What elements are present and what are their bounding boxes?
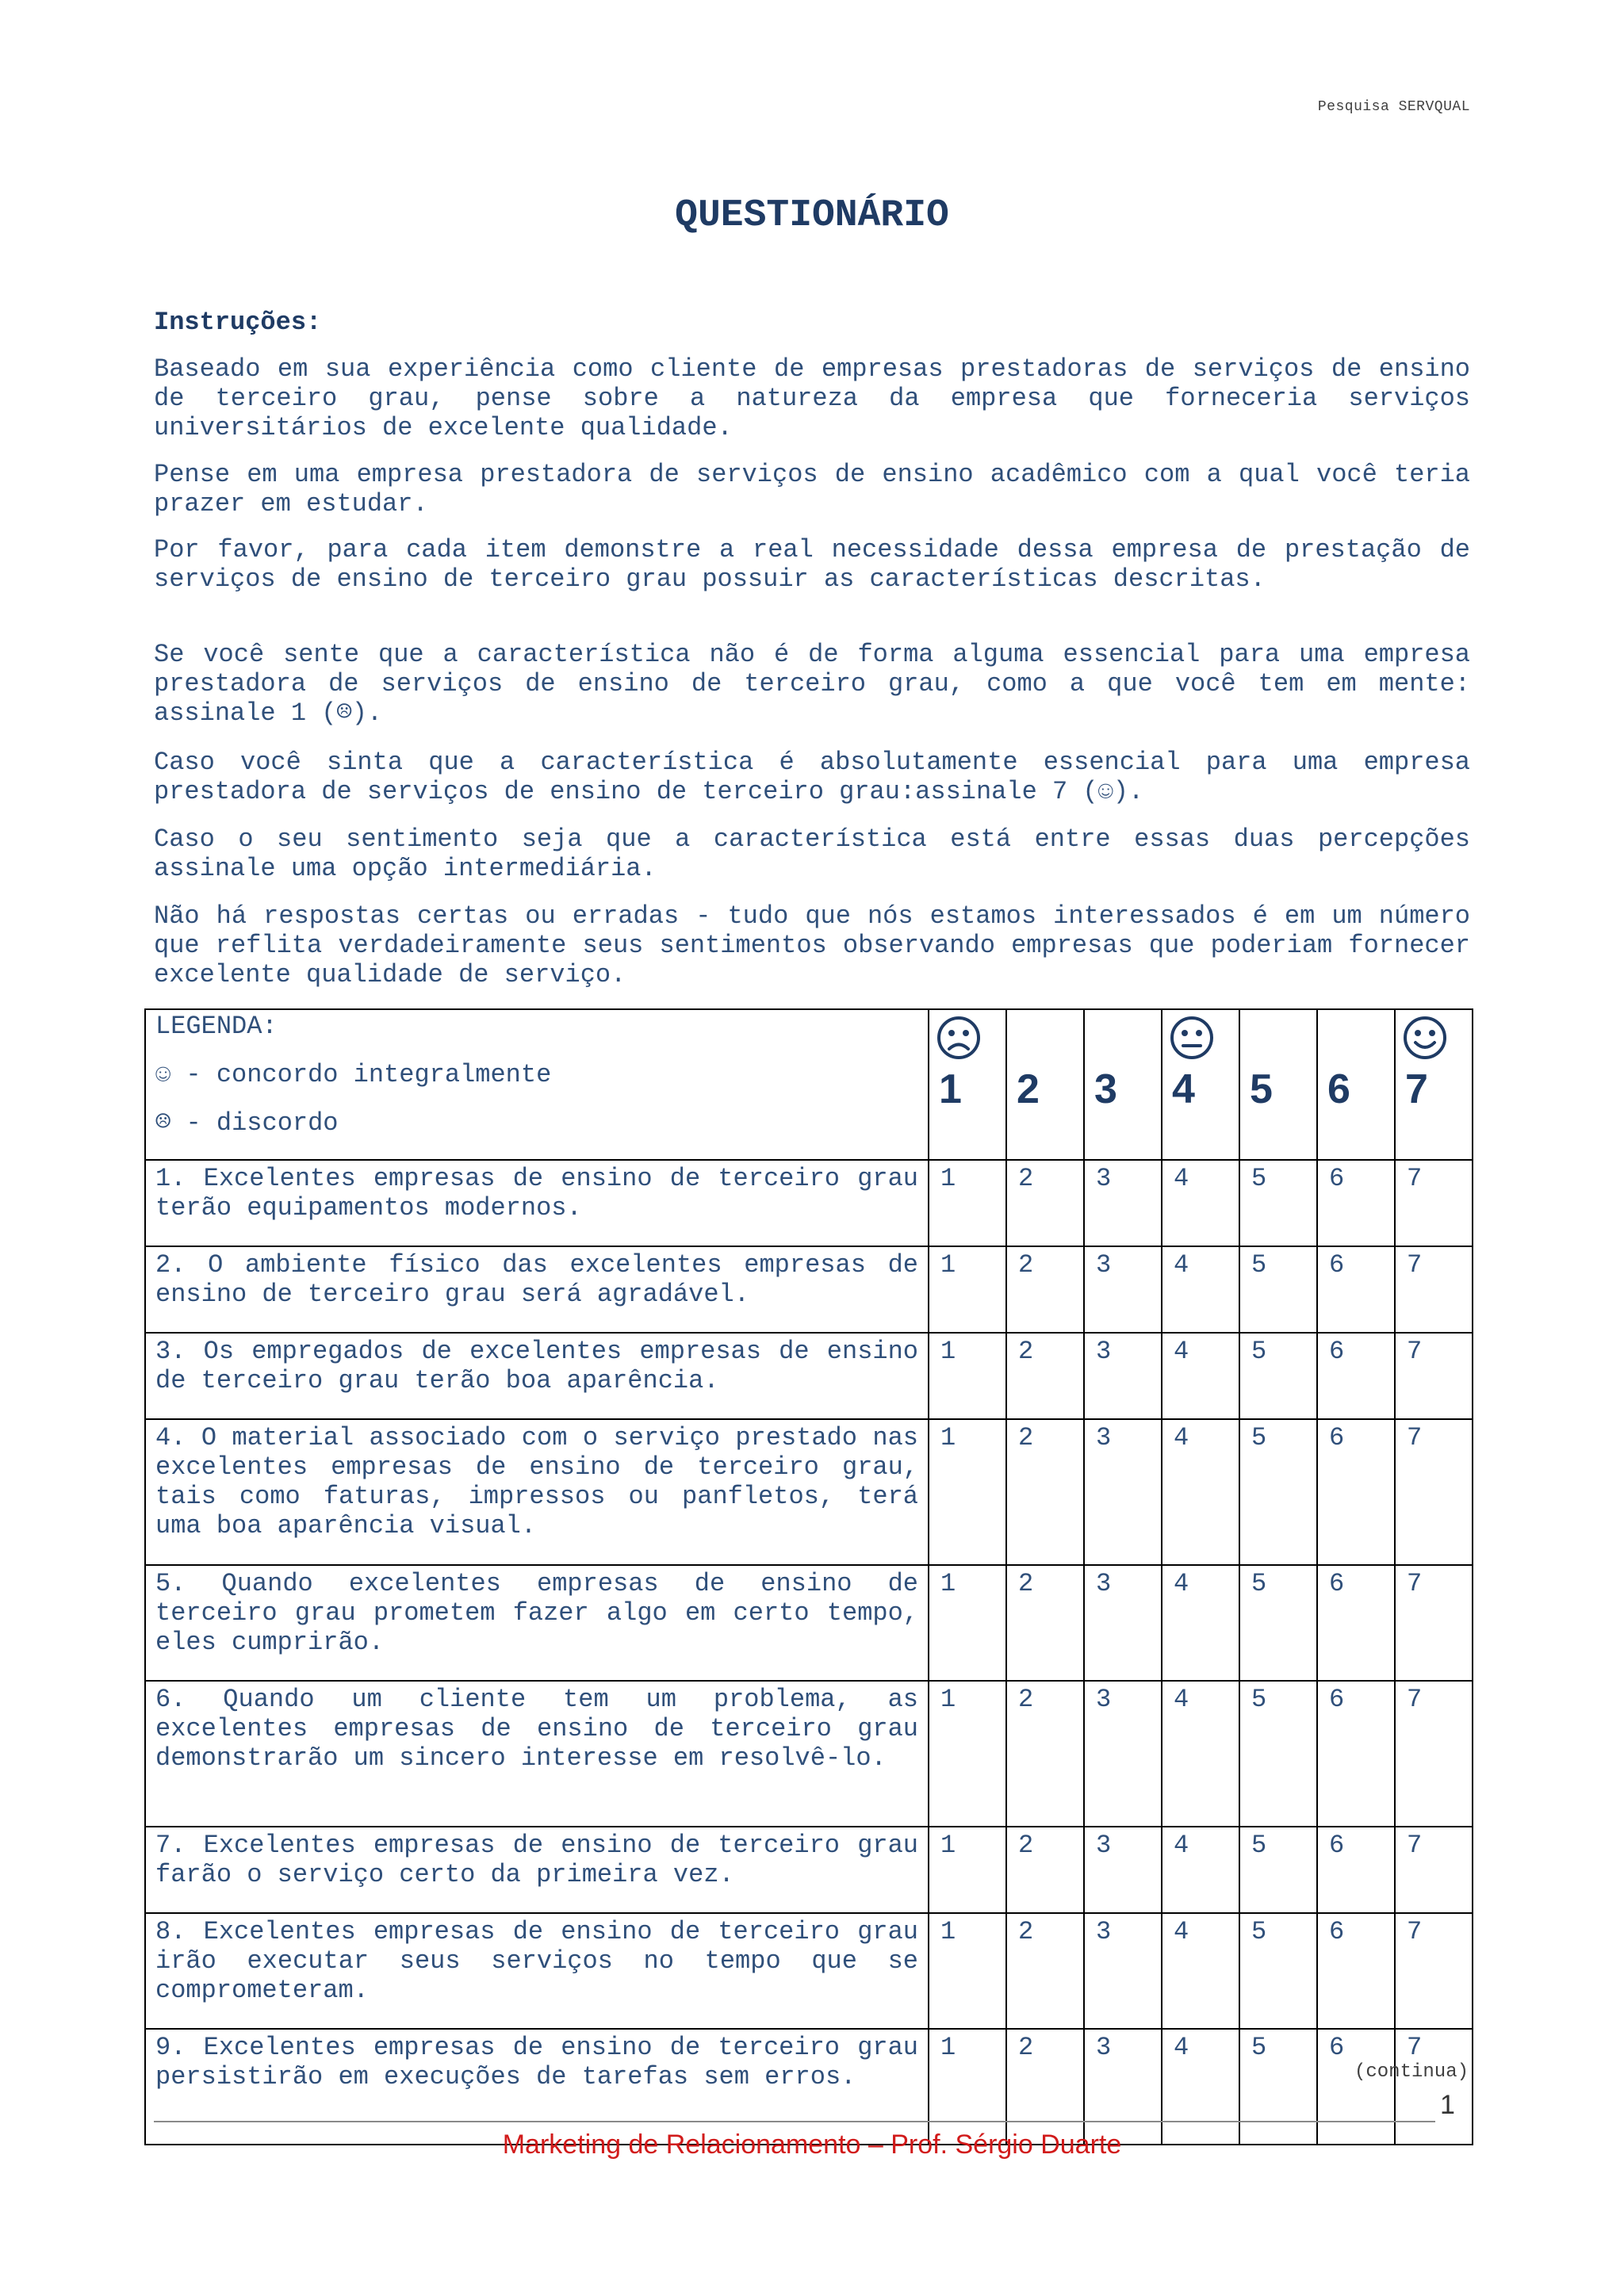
instruction-paragraph: Caso você sinta que a característica é absolutamente essencial para uma empresa prestadora de serviços de ensino de terceiro grau:assinale 7 (☺). xyxy=(154,748,1470,806)
instruction-paragraph: Caso o seu sentimento seja que a característica está entre essas duas percepções assinale uma opção intermediária. xyxy=(154,825,1470,883)
rating-option-7[interactable]: 7 xyxy=(1395,1565,1473,1681)
question-row xyxy=(145,1913,1473,2029)
rating-option-1[interactable]: 1 xyxy=(929,2029,1006,2145)
rating-option-1[interactable]: 1 xyxy=(929,1160,1006,1246)
rating-option-3[interactable]: 3 xyxy=(1084,1827,1162,1913)
question-row xyxy=(145,1681,1473,1827)
continuation-note: (continua) xyxy=(1354,2061,1469,2083)
running-header: Pesquisa SERVQUAL xyxy=(1317,99,1470,115)
scale-header-4 xyxy=(1162,1009,1239,1160)
rating-option-1[interactable]: 1 xyxy=(929,1419,1006,1565)
instruction-paragraph: Se você sente que a característica não é de forma alguma essencial para uma empresa prestadora de serviços de ensino de terceiro grau, como a que você tem em mente: assinale 1 (☹). xyxy=(154,640,1470,728)
rating-option-6[interactable]: 6 xyxy=(1317,1333,1395,1419)
rating-option-4[interactable]: 4 xyxy=(1162,1160,1239,1246)
rating-option-6[interactable]: 6 xyxy=(1317,1246,1395,1333)
question-text: 2. O ambiente físico das excelentes empresas de ensino de terceiro grau será agradável. xyxy=(145,1246,929,1333)
question-row xyxy=(145,1160,1473,1246)
scale-label: 1 xyxy=(939,1066,962,1112)
rating-option-5[interactable]: 5 xyxy=(1239,1913,1317,2029)
scale-label: 3 xyxy=(1094,1066,1117,1112)
rating-option-3[interactable]: 3 xyxy=(1084,1913,1162,2029)
rating-option-3[interactable]: 3 xyxy=(1084,1565,1162,1681)
rating-option-3[interactable]: 3 xyxy=(1084,1246,1162,1333)
instruction-paragraph: Por favor, para cada item demonstre a real necessidade dessa empresa de prestação de serviços de ensino de terceiro grau possuir as características descritas. xyxy=(154,535,1470,594)
question-text: 1. Excelentes empresas de ensino de terceiro grau terão equipamentos modernos. xyxy=(145,1160,929,1246)
scale-label: 2 xyxy=(1017,1066,1040,1112)
rating-option-2[interactable]: 2 xyxy=(1006,1333,1084,1419)
rating-option-1[interactable]: 1 xyxy=(929,1913,1006,2029)
rating-option-3[interactable]: 3 xyxy=(1084,2029,1162,2145)
rating-option-3[interactable]: 3 xyxy=(1084,1333,1162,1419)
rating-option-4[interactable]: 4 xyxy=(1162,1246,1239,1333)
rating-option-4[interactable]: 4 xyxy=(1162,1419,1239,1565)
rating-option-4[interactable]: 4 xyxy=(1162,1827,1239,1913)
rating-option-1[interactable]: 1 xyxy=(929,1565,1006,1681)
rating-option-5[interactable]: 5 xyxy=(1239,1419,1317,1565)
rating-option-2[interactable]: 2 xyxy=(1006,1913,1084,2029)
question-row xyxy=(145,1246,1473,1333)
rating-option-6[interactable]: 6 xyxy=(1317,2029,1395,2145)
rating-option-3[interactable]: 3 xyxy=(1084,1160,1162,1246)
rating-option-2[interactable]: 2 xyxy=(1006,1419,1084,1565)
question-row xyxy=(145,1827,1473,1913)
scale-label: 5 xyxy=(1250,1066,1273,1112)
rating-option-6[interactable]: 6 xyxy=(1317,1913,1395,2029)
rating-option-6[interactable]: 6 xyxy=(1317,1827,1395,1913)
scale-label: 4 xyxy=(1172,1066,1195,1112)
question-text: 8. Excelentes empresas de ensino de terceiro grau irão executar seus serviços no tempo que se comprometeram. xyxy=(145,1913,929,2029)
rating-option-7[interactable]: 7 xyxy=(1395,1246,1473,1333)
smile-icon xyxy=(1396,1010,1472,1069)
legend-row xyxy=(145,1009,1473,1160)
rating-option-2[interactable]: 2 xyxy=(1006,2029,1084,2145)
question-row xyxy=(145,2029,1473,2145)
scale-header-3 xyxy=(1084,1009,1162,1160)
instructions-label: Instruções: xyxy=(154,308,322,337)
rating-option-5[interactable]: 5 xyxy=(1239,1681,1317,1827)
rating-option-5[interactable]: 5 xyxy=(1239,1246,1317,1333)
rating-option-7[interactable]: 7 xyxy=(1395,1333,1473,1419)
rating-option-4[interactable]: 4 xyxy=(1162,1565,1239,1681)
rating-option-5[interactable]: 5 xyxy=(1239,1333,1317,1419)
frown-icon xyxy=(929,1010,1005,1069)
rating-option-6[interactable]: 6 xyxy=(1317,1681,1395,1827)
scale-header-1 xyxy=(929,1009,1006,1160)
scale-label: 6 xyxy=(1327,1066,1350,1112)
legend-disagree: ☹ - discordo xyxy=(155,1108,339,1138)
question-row xyxy=(145,1333,1473,1419)
scale-header-6 xyxy=(1317,1009,1395,1160)
rating-option-2[interactable]: 2 xyxy=(1006,1565,1084,1681)
rating-option-7[interactable]: 7 xyxy=(1395,1681,1473,1827)
question-text: 4. O material associado com o serviço prestado nas excelentes empresas de ensino de terceiro grau, tais como faturas, impressos ou panfletos, terá uma boa aparência visual. xyxy=(145,1419,929,1565)
rating-option-6[interactable]: 6 xyxy=(1317,1160,1395,1246)
rating-option-7[interactable]: 7 xyxy=(1395,1160,1473,1246)
legend-cell xyxy=(145,1009,929,1160)
rating-option-5[interactable]: 5 xyxy=(1239,2029,1317,2145)
rating-option-1[interactable]: 1 xyxy=(929,1827,1006,1913)
rating-option-2[interactable]: 2 xyxy=(1006,1681,1084,1827)
rating-option-7[interactable]: 7 xyxy=(1395,1827,1473,1913)
footer-text: Marketing de Relacionamento – Prof. Sérgio Duarte xyxy=(502,2130,1122,2160)
question-text: 3. Os empregados de excelentes empresas de ensino de terceiro grau terão boa aparência. xyxy=(145,1333,929,1419)
scale-label: 7 xyxy=(1405,1066,1428,1112)
rating-option-2[interactable]: 2 xyxy=(1006,1827,1084,1913)
rating-option-3[interactable]: 3 xyxy=(1084,1681,1162,1827)
rating-option-5[interactable]: 5 xyxy=(1239,1565,1317,1681)
rating-option-5[interactable]: 5 xyxy=(1239,1827,1317,1913)
rating-option-1[interactable]: 1 xyxy=(929,1246,1006,1333)
neutral-face-icon xyxy=(1162,1010,1239,1069)
rating-option-1[interactable]: 1 xyxy=(929,1333,1006,1419)
rating-option-6[interactable]: 6 xyxy=(1317,1419,1395,1565)
legend-title: LEGENDA: xyxy=(155,1012,278,1041)
question-row xyxy=(145,1419,1473,1565)
rating-option-7[interactable]: 7 xyxy=(1395,1913,1473,2029)
instruction-paragraph: Baseado em sua experiência como cliente de empresas prestadoras de serviços de ensino de terceiro grau, pense sobre a natureza da empresa que forneceria serviços universitários de excelente qualidade. xyxy=(154,354,1470,442)
rating-option-1[interactable]: 1 xyxy=(929,1681,1006,1827)
scale-header-5 xyxy=(1239,1009,1317,1160)
question-text: 9. Excelentes empresas de ensino de terceiro grau persistirão em execuções de tarefas sem erros. xyxy=(145,2029,929,2145)
page-number: 1 xyxy=(1440,2090,1455,2120)
question-text: 5. Quando excelentes empresas de ensino de terceiro grau prometem fazer algo em certo tempo, eles cumprirão. xyxy=(145,1565,929,1681)
rating-option-4[interactable]: 4 xyxy=(1162,1333,1239,1419)
question-text: 7. Excelentes empresas de ensino de terceiro grau farão o serviço certo da primeira vez. xyxy=(145,1827,929,1913)
rating-option-6[interactable]: 6 xyxy=(1317,1565,1395,1681)
rating-option-3[interactable]: 3 xyxy=(1084,1419,1162,1565)
scale-header-2 xyxy=(1006,1009,1084,1160)
instruction-paragraph: Pense em uma empresa prestadora de serviços de ensino acadêmico com a qual você teria prazer em estudar. xyxy=(154,460,1470,519)
rating-option-4[interactable]: 4 xyxy=(1162,2029,1239,2145)
rating-option-2[interactable]: 2 xyxy=(1006,1246,1084,1333)
question-row xyxy=(145,1565,1473,1681)
rating-option-7[interactable]: 7 xyxy=(1395,2029,1473,2145)
question-text: 6. Quando um cliente tem um problema, as excelentes empresas de ensino de terceiro grau demonstrarão um sincero interesse em resolvê-lo. xyxy=(145,1681,929,1827)
rating-option-7[interactable]: 7 xyxy=(1395,1419,1473,1565)
rating-table xyxy=(144,1008,1473,2145)
page-title: QUESTIONÁRIO xyxy=(675,194,949,237)
rating-option-4[interactable]: 4 xyxy=(1162,1913,1239,2029)
rating-option-5[interactable]: 5 xyxy=(1239,1160,1317,1246)
legend-agree: ☺ - concordo integralmente xyxy=(155,1060,552,1089)
rating-option-4[interactable]: 4 xyxy=(1162,1681,1239,1827)
instruction-paragraph: Não há respostas certas ou erradas - tudo que nós estamos interessados é em um número que reflita verdadeiramente seus sentimentos observando empresas que poderiam fornecer excelente qualidade de serviço. xyxy=(154,901,1470,989)
rating-option-2[interactable]: 2 xyxy=(1006,1160,1084,1246)
scale-header-7 xyxy=(1395,1009,1473,1160)
footer-rule xyxy=(154,2121,1435,2122)
